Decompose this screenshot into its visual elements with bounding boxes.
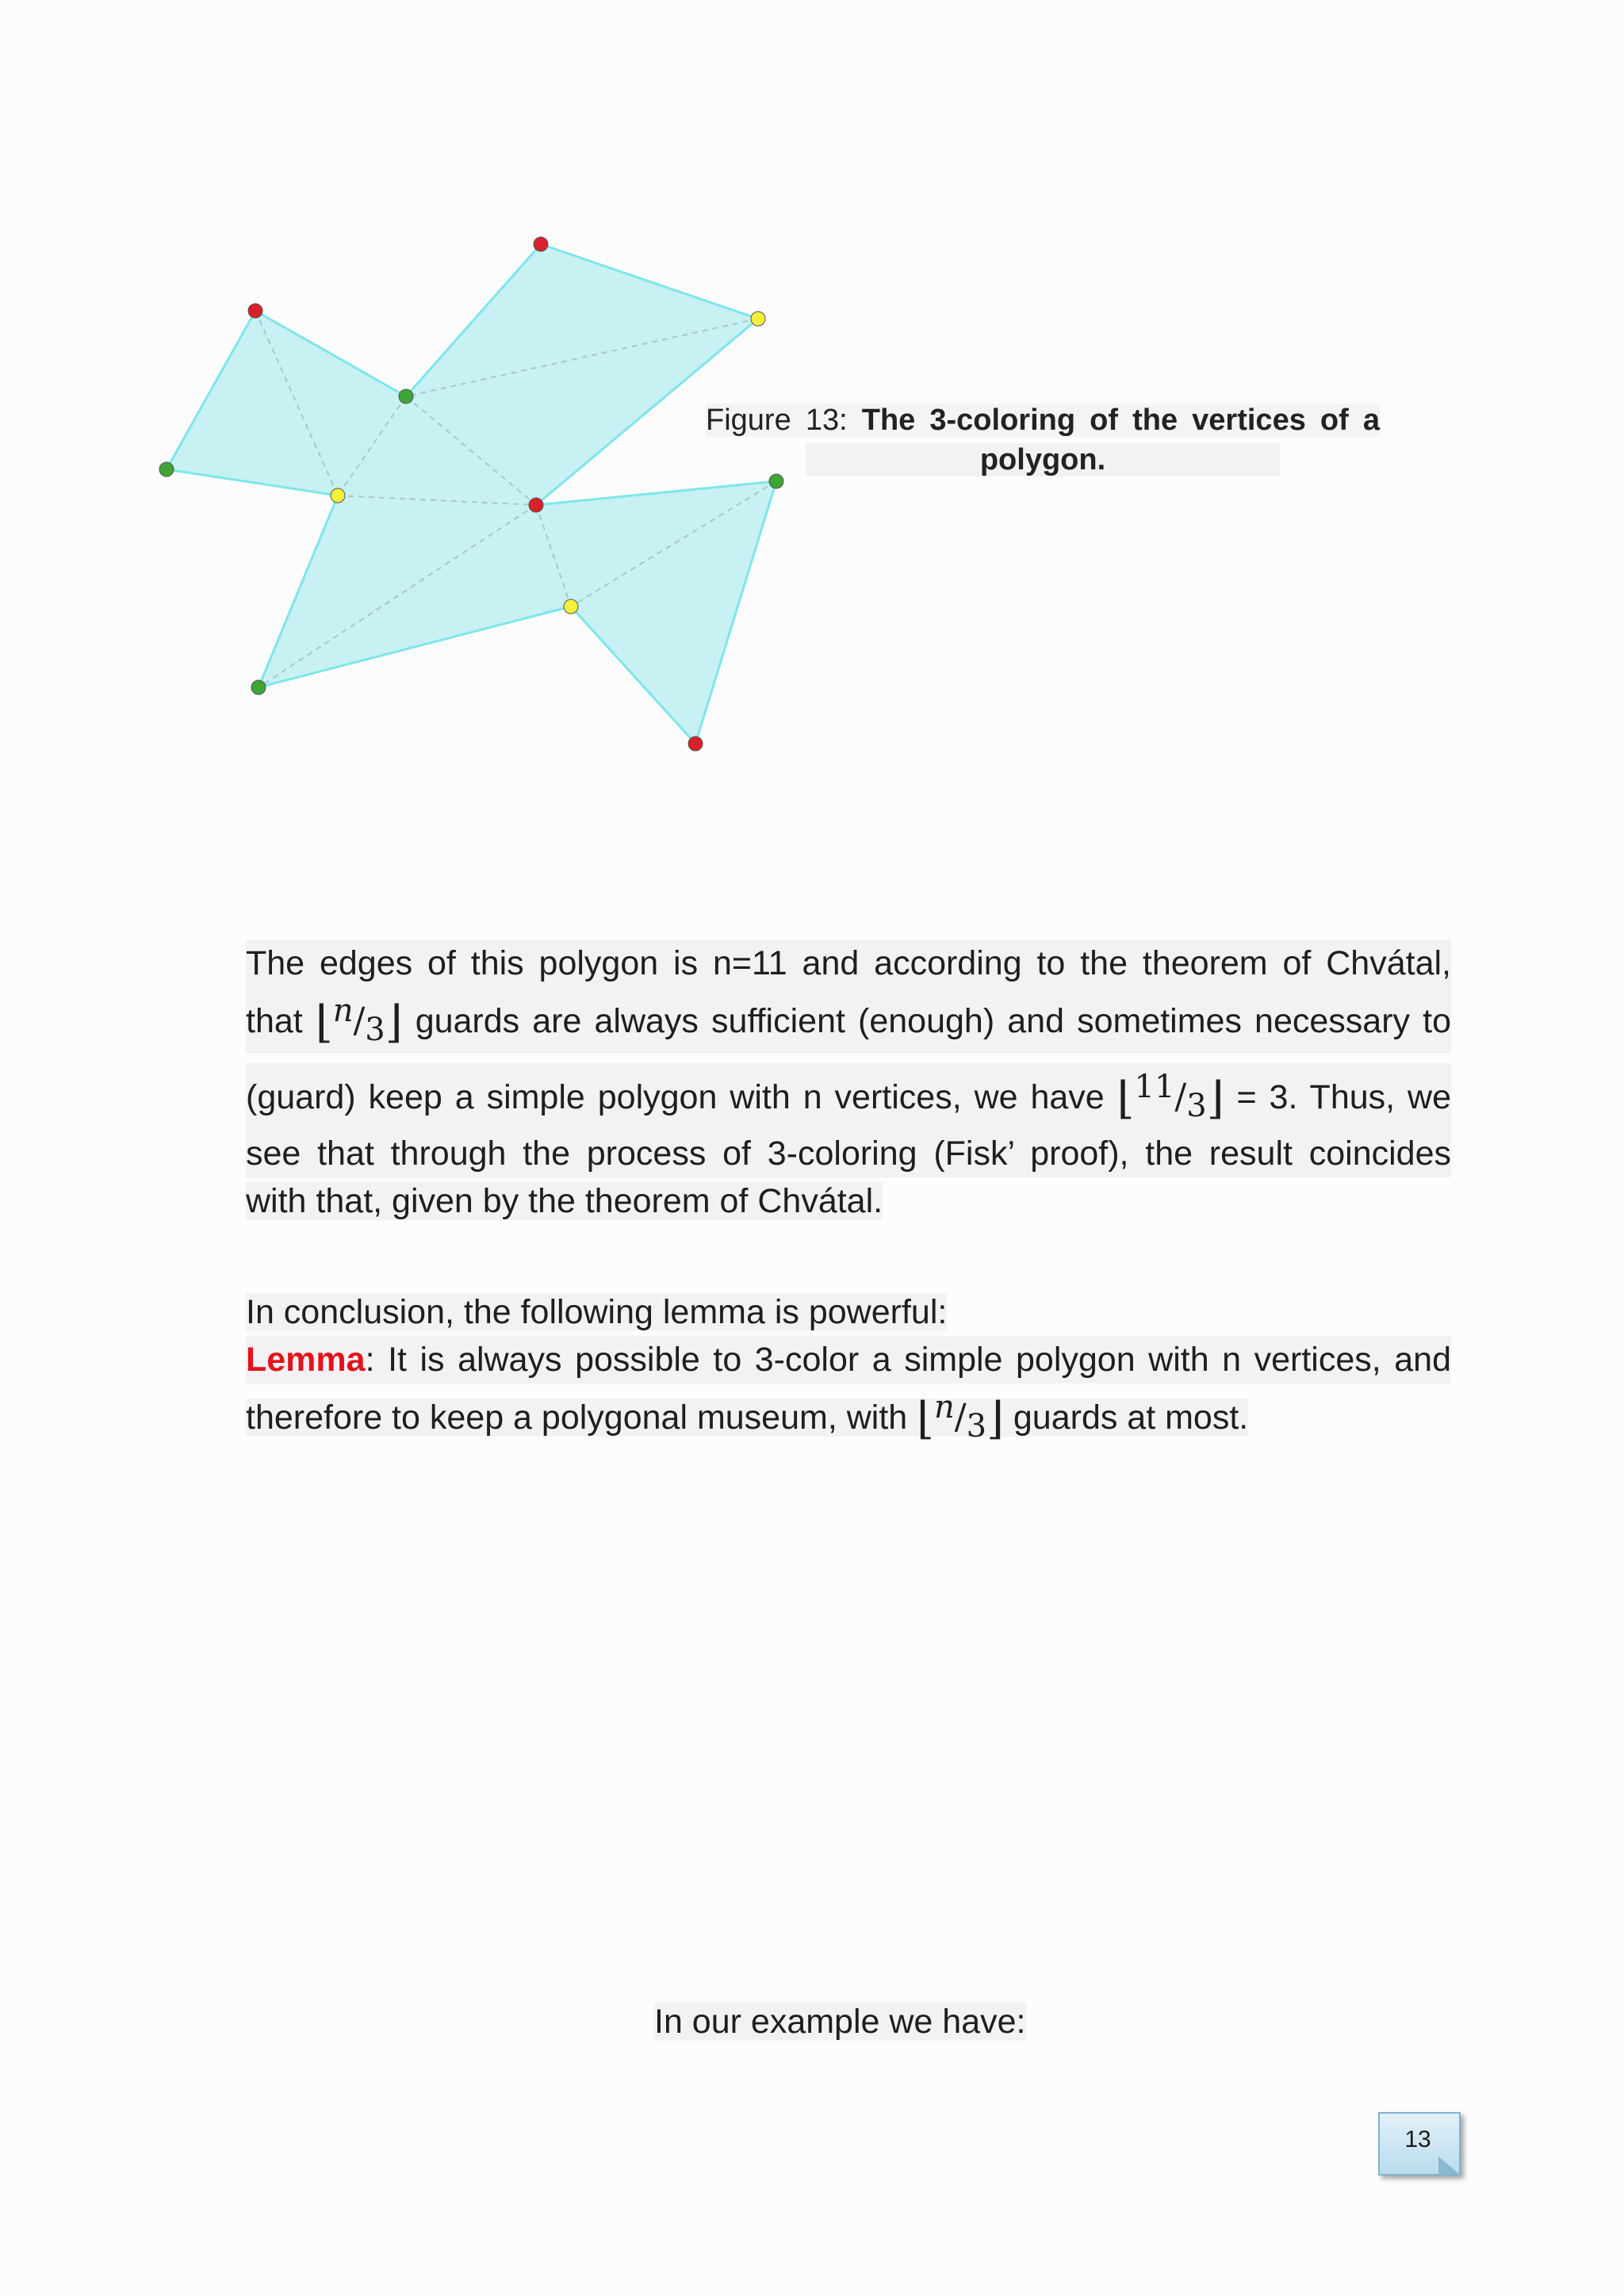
floor-11-over-3-formula <box>1116 1069 1224 1124</box>
text-fragment: = 3. Thus, we <box>1236 1078 1451 1116</box>
vertex-yellow <box>331 488 345 503</box>
vertex-yellow <box>564 599 578 614</box>
floor-n-over-3-formula <box>917 1389 1004 1445</box>
formula-denominator: 3 <box>966 1408 987 1445</box>
paragraph-line: The edges of this polygon is n=11 and according to the theorem of Chvátal, <box>246 939 1451 987</box>
paragraph-line <box>246 1383 1451 1450</box>
paragraph-line: see that through the process of 3-coloring (Fisk’ proof), the result coincides <box>246 1130 1451 1177</box>
vertex-green <box>399 389 413 404</box>
formula-numerator: n <box>934 1389 955 1425</box>
caption-label: Figure <box>706 404 791 437</box>
floor-right-bracket: ⌋ <box>986 1393 1004 1445</box>
text-fragment: with that, given by the theorem of Chvátal. <box>246 1182 883 1220</box>
formula-denominator: 3 <box>1186 1088 1207 1124</box>
polygon-3-coloring-figure <box>151 222 801 769</box>
vertex-red <box>248 304 262 318</box>
page-number-badge <box>1378 2112 1464 2179</box>
polygon-triangles <box>167 244 776 744</box>
formula-slash: / <box>954 1397 967 1437</box>
caption-line-2 <box>706 440 1380 480</box>
lemma-label: Lemma <box>246 1341 366 1379</box>
floor-right-bracket: ⌋ <box>385 997 403 1048</box>
paragraph-example <box>654 1998 1026 2045</box>
paragraph-line <box>246 1336 1451 1383</box>
text-fragment: that <box>246 1002 303 1040</box>
caption-title-continued: polygon. <box>806 443 1280 476</box>
floor-right-bracket: ⌋ <box>1206 1073 1224 1124</box>
figure-caption <box>706 400 1380 480</box>
text-fragment: : It is always possible to 3-color a simple polygon with n vertices, and <box>365 1341 1451 1379</box>
floor-n-over-3-formula <box>315 993 403 1048</box>
vertex-red <box>529 498 543 512</box>
caption-line-1 <box>706 400 1380 440</box>
page-curl-icon <box>1438 2156 1459 2174</box>
text-fragment: (guard) keep a simple polygon with n vertices, we have <box>246 1078 1105 1116</box>
paragraph-line <box>246 1063 1451 1130</box>
caption-title: The 3-coloring of the vertices of a <box>861 404 1380 437</box>
vertex-green <box>251 680 266 695</box>
vertex-red <box>534 237 548 251</box>
text-fragment: guards are always sufficient (enough) and sometimes necessary to <box>415 1002 1451 1040</box>
paragraph-line <box>654 1998 1026 2045</box>
formula-slash: / <box>1174 1077 1187 1117</box>
vertex-red <box>688 737 703 751</box>
vertex-green <box>159 462 174 476</box>
formula-denominator: 3 <box>365 1012 385 1048</box>
paragraph-line <box>246 1288 1451 1336</box>
floor-left-bracket: ⌊ <box>917 1393 935 1445</box>
text-fragment: therefore to keep a polygonal museum, with <box>246 1399 908 1437</box>
paragraph-line <box>246 987 1451 1054</box>
paragraph-lemma <box>246 1288 1451 1450</box>
formula-slash: / <box>353 1001 366 1041</box>
floor-left-bracket: ⌊ <box>315 997 333 1048</box>
paragraph-chvatal <box>246 939 1451 1225</box>
text-fragment: In conclusion, the following lemma is powerful: <box>246 1293 948 1331</box>
page-number: 13 <box>1404 2126 1431 2152</box>
formula-numerator: 11 <box>1134 1069 1175 1105</box>
text-fragment: In our example we have: <box>654 2003 1026 2041</box>
floor-left-bracket: ⌊ <box>1116 1073 1135 1124</box>
vertex-yellow <box>751 312 765 326</box>
formula-numerator: n <box>332 993 354 1029</box>
text-fragment: guards at most. <box>1013 1399 1249 1437</box>
caption-number: 13: <box>805 404 848 437</box>
paragraph-line <box>246 1177 1451 1225</box>
